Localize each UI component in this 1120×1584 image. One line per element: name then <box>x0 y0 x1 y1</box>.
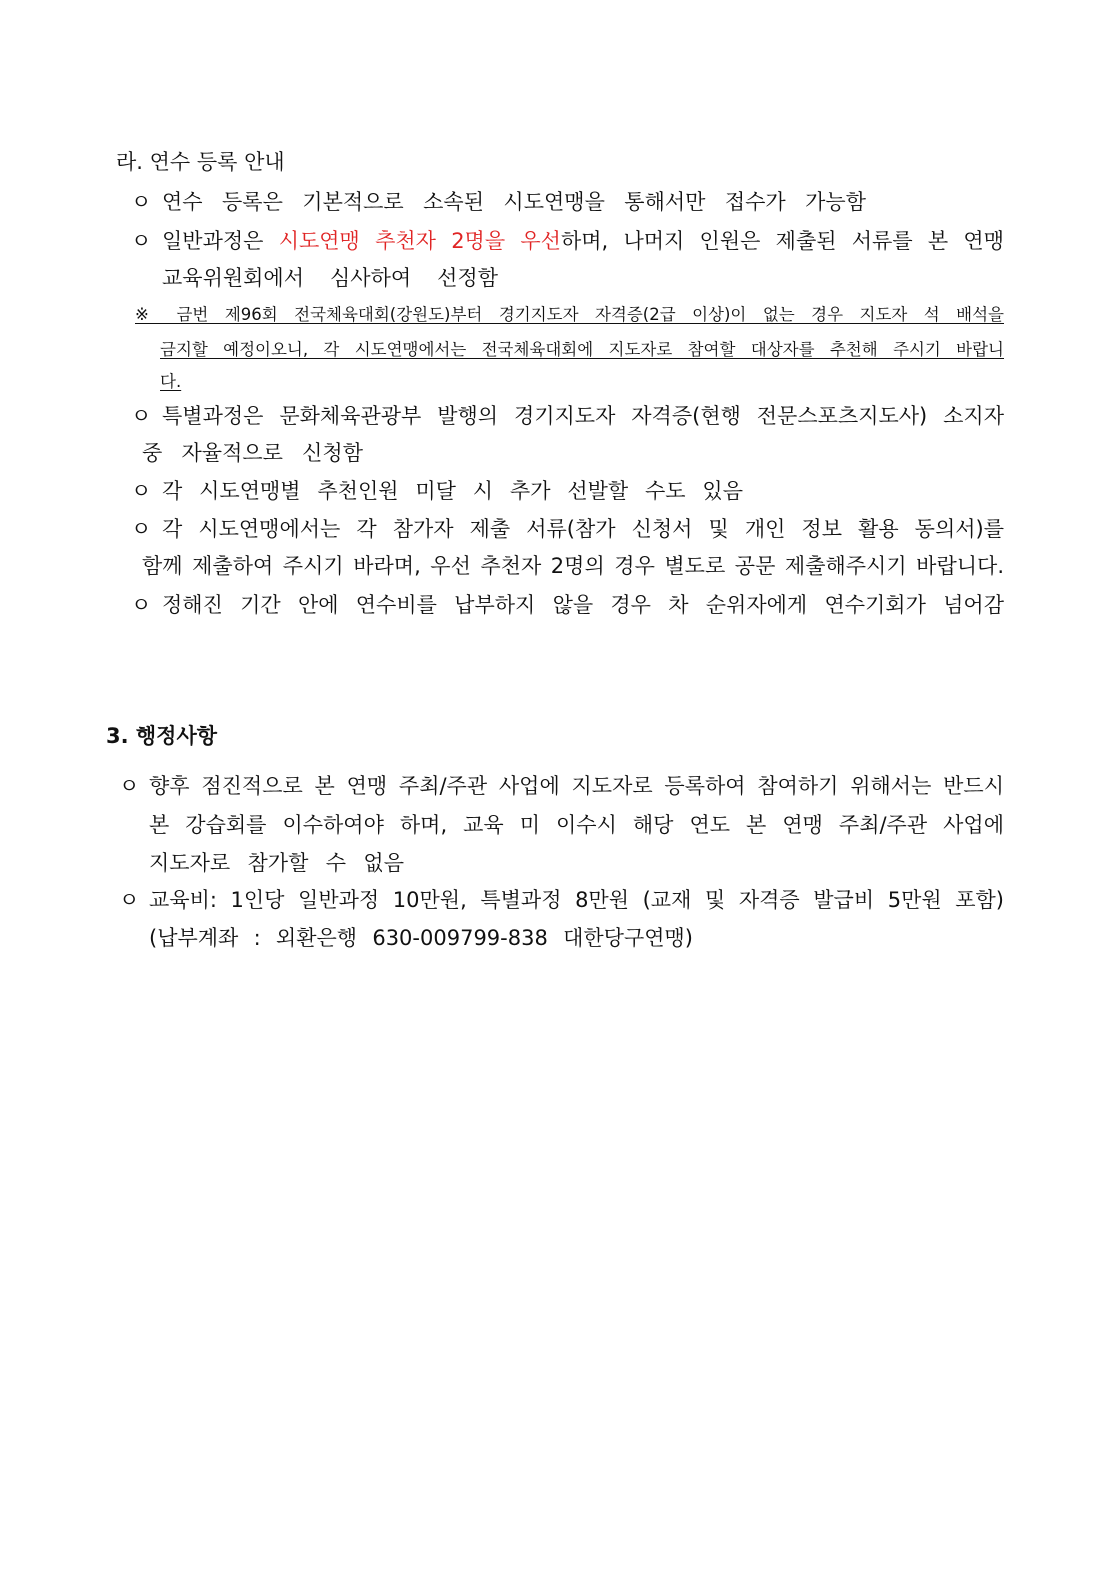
section-3-item-2-line-1: 교육비: 1인당 일반과정 10만원, 특별과정 8만원 (교재 및 자격증 발급비 5만원 포함) <box>149 888 1004 912</box>
section-3-item-1-line-1: 향후 점진적으로 본 연맹 주최/주관 사업에 지도자로 등록하여 참여하기 위해서는 반드시 <box>149 774 1004 798</box>
note-line-1: ※ 금번 제96회 전국체육대회(강원도)부터 경기지도자 자격증(2급 이상)이 없는 경우 지도자 석 배석을 <box>135 305 1004 324</box>
section-ra-item-5-line-1: 각 시도연맹에서는 각 참가자 제출 서류(참가 신청서 및 개인 정보 활용 동의서)를 <box>162 517 1004 541</box>
section-ra-item-2-line-2: 교육위원회에서 심사하여 선정함 <box>162 266 498 290</box>
bullet-marker: ㅇ <box>131 479 152 503</box>
item-2-text-post: 하며, 나머지 인원은 제출된 서류를 본 연맹 <box>560 229 1004 253</box>
item-2-highlight: 시도연맹 추천자 2명을 우선 <box>278 229 561 253</box>
section-ra-title: 라. 연수 등록 안내 <box>116 150 285 174</box>
section-3-title: 3. 행정사항 <box>106 724 218 748</box>
section-ra-item-3-line-2: 중 자율적으로 신청함 <box>142 441 363 465</box>
bullet-marker: ㅇ <box>131 190 152 214</box>
item-2-text-pre: 일반과정은 <box>162 229 279 253</box>
section-ra-item-6: 정해진 기간 안에 연수비를 납부하지 않을 경우 차 순위자에게 연수기회가 넘어감 <box>162 593 1004 617</box>
section-ra-item-5-line-2: 함께 제출하여 주시기 바라며, 우선 추천자 2명의 경우 별도로 공문 제출해주시기 바랍니다. <box>142 554 1004 578</box>
bullet-marker: ㅇ <box>131 404 152 428</box>
note-line-3: 다. <box>160 372 182 391</box>
bullet-marker: ㅇ <box>131 229 152 253</box>
section-3-item-1-line-2: 본 강습회를 이수하여야 하며, 교육 미 이수시 해당 연도 본 연맹 주최/주관 사업에 <box>149 813 1004 837</box>
bullet-marker: ㅇ <box>131 517 152 541</box>
section-3-item-2-line-2: (납부계좌 : 외환은행 630-009799-838 대한당구연맹) <box>149 926 693 950</box>
bullet-marker: ㅇ <box>119 774 140 798</box>
section-ra-item-2-line-1 <box>162 227 1004 255</box>
note-line-2: 금지할 예정이오니, 각 시도연맹에서는 전국체육대회에 지도자로 참여할 대상자를 추천해 주시기 바랍니 <box>160 340 1004 359</box>
bullet-marker: ㅇ <box>119 888 140 912</box>
section-ra-item-3-line-1: 특별과정은 문화체육관광부 발행의 경기지도자 자격증(현행 전문스포츠지도사) 소지자 <box>162 404 1004 428</box>
section-3-item-1-line-3: 지도자로 참가할 수 없음 <box>149 851 404 875</box>
section-ra-item-4: 각 시도연맹별 추천인원 미달 시 추가 선발할 수도 있음 <box>162 479 743 503</box>
section-ra-item-1: 연수 등록은 기본적으로 소속된 시도연맹을 통해서만 접수가 가능함 <box>162 190 866 214</box>
bullet-marker: ㅇ <box>131 593 152 617</box>
